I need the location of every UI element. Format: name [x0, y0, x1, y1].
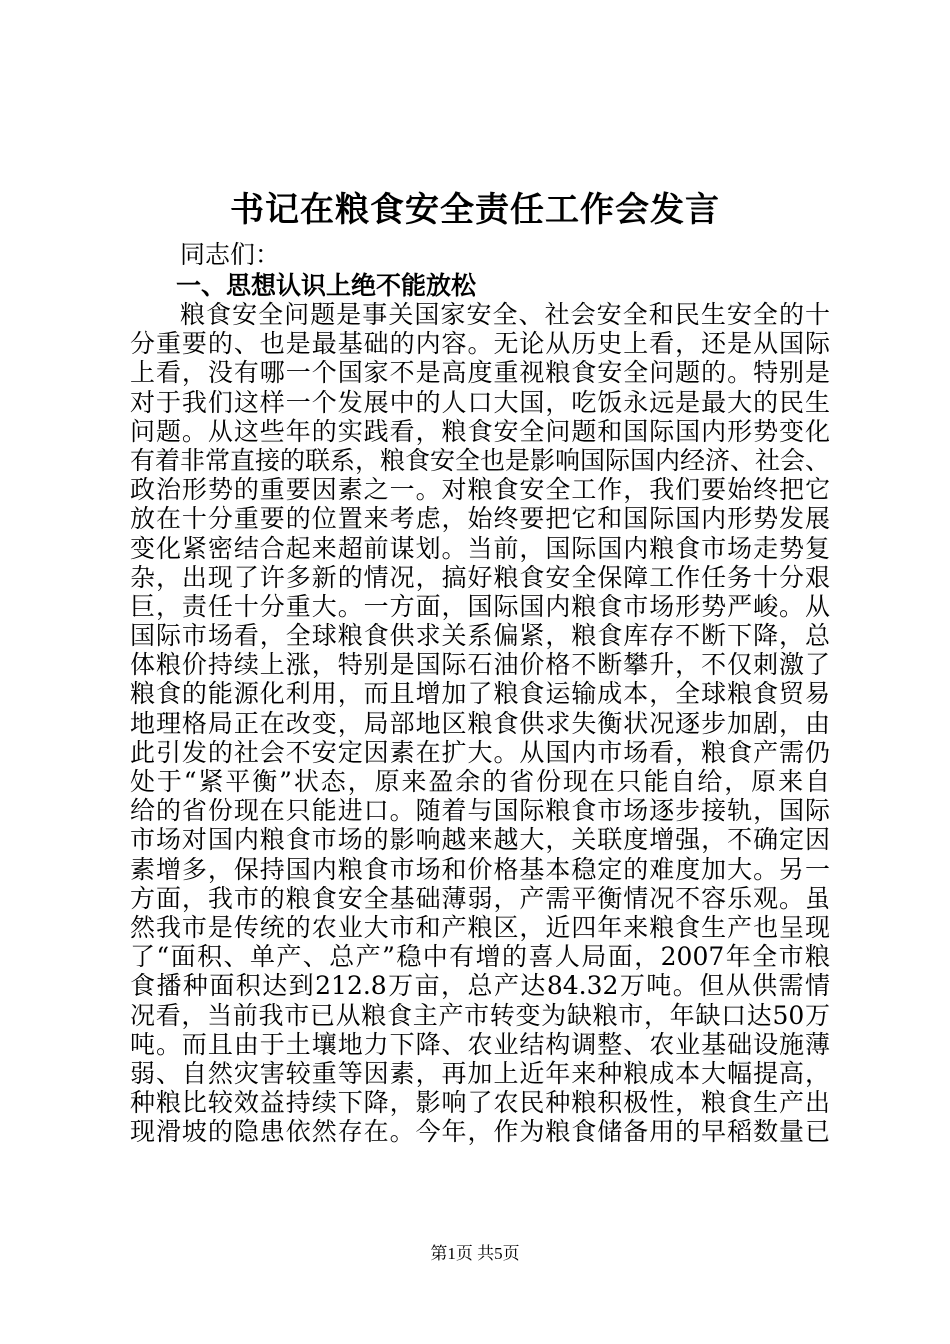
paragraph-line: 体粮价持续上涨，特别是国际石油价格不断攀升，不仅刺激了 [130, 650, 830, 680]
paragraph-line: 处于“紧平衡”状态，原来盈余的省份现在只能自给，原来自 [130, 767, 830, 796]
paragraph-line: 杂，出现了许多新的情况，搞好粮食安全保障工作任务十分艰 [130, 562, 830, 592]
paragraph-line: 问题。从这些年的实践看，粮食安全问题和国际国内形势变化 [130, 416, 830, 446]
paragraph-line: 种粮比较效益持续下降，影响了农民种粮积极性，粮食生产出 [130, 1088, 830, 1118]
paragraph-line: 然我市是传统的农业大市和产粮区，近四年来粮食生产也呈现 [130, 912, 830, 942]
paragraph-line: 政治形势的重要因素之一。对粮食安全工作，我们要始终把它 [130, 475, 830, 505]
page-footer: 第1页 共5页 [430, 1244, 520, 1263]
document-title: 书记在粮食安全责任工作会发言 [230, 190, 720, 230]
paragraph-line: 市场对国内粮食市场的影响越来越大，关联度增强，不确定因 [130, 825, 830, 855]
paragraph-line: 况看，当前我市已从粮食主产市转变为缺粮市，年缺口达50万 [130, 1000, 830, 1030]
paragraph-line: 吨。而且由于土壤地力下降、农业结构调整、农业基础设施薄 [130, 1029, 830, 1059]
paragraph-line: 方面，我市的粮食安全基础薄弱，产需平衡情况不容乐观。虽 [130, 883, 830, 913]
body-paragraph [130, 300, 830, 1146]
paragraph-line: 弱、自然灾害较重等因素，再加上近年来种粮成本大幅提高， [130, 1058, 830, 1088]
paragraph-line: 素增多，保持国内粮食市场和价格基本稳定的难度加大。另一 [130, 854, 830, 884]
paragraph-line: 有着非常直接的联系，粮食安全也是影响国际国内经济、社会、 [130, 445, 830, 475]
paragraph-line: 粮食的能源化利用，而且增加了粮食运输成本，全球粮食贸易 [130, 679, 830, 709]
paragraph-line: 分重要的、也是最基础的内容。无论从历史上看，还是从国际 [130, 329, 830, 359]
paragraph-line: 此引发的社会不安定因素在扩大。从国内市场看，粮食产需仍 [130, 737, 830, 767]
paragraph-line: 给的省份现在只能进口。随着与国际粮食市场逐步接轨，国际 [130, 796, 830, 826]
section-heading: 一、思想认识上绝不能放松 [176, 271, 477, 300]
paragraph-line: 变化紧密结合起来超前谋划。当前，国际国内粮食市场走势复 [130, 533, 830, 563]
paragraph-line: 巨，责任十分重大。一方面，国际国内粮食市场形势严峻。从 [130, 591, 830, 621]
paragraph-line: 地理格局正在改变，局部地区粮食供求失衡状况逐步加剧，由 [130, 708, 830, 738]
paragraph-line: 国际市场看，全球粮食供求关系偏紧，粮食库存不断下降，总 [130, 621, 830, 651]
paragraph-line: 了“面积、单产、总产”稳中有增的喜人局面，2007年全市粮 [130, 942, 830, 972]
paragraph-line: 粮食安全问题是事关国家安全、社会安全和民生安全的十 [180, 300, 830, 329]
paragraph-line: 现滑坡的隐患依然存在。今年，作为粮食储备用的早稻数量已 [130, 1117, 830, 1147]
paragraph-line: 放在十分重要的位置来考虑，始终要把它和国际国内形势发展 [130, 504, 830, 534]
paragraph-line: 对于我们这样一个发展中的人口大国，吃饭永远是最大的民生 [130, 387, 830, 417]
paragraph-line: 食播种面积达到212.8万亩，总产达84.32万吨。但从供需情 [130, 971, 830, 1001]
salutation: 同志们： [180, 240, 281, 269]
paragraph-line: 上看，没有哪一个国家不是高度重视粮食安全问题的。特别是 [130, 358, 830, 388]
